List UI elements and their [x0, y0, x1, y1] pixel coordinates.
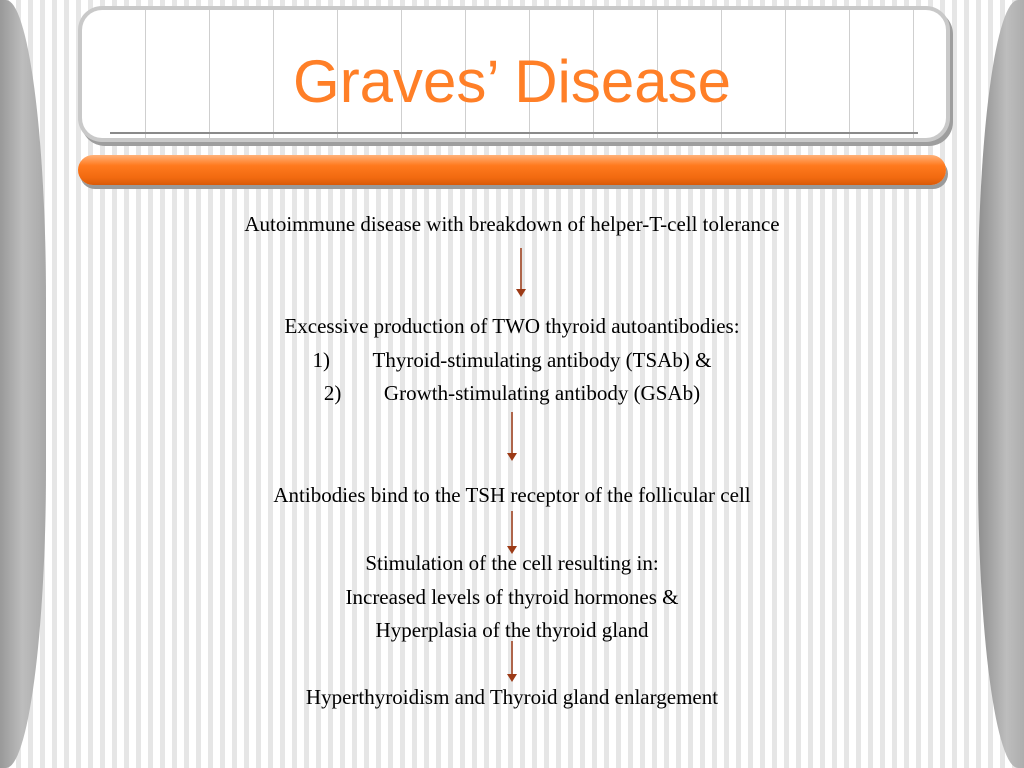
antibody-item-2-text: Growth-stimulating antibody (GSAb): [383, 381, 701, 405]
step-autoimmune: Autoimmune disease with breakdown of helper-T-cell tolerance: [244, 212, 780, 236]
step-tsh-binding: Antibodies bind to the TSH receptor of the follicular cell: [273, 483, 751, 507]
antibody-item-2: [0, 380, 1024, 406]
antibody-item-1-number: 1): [312, 348, 331, 372]
antibody-item-1: [0, 347, 1024, 373]
arrow-down-3: [504, 511, 520, 555]
step-stimulation-line-1: Increased levels of thyroid hormones &: [345, 585, 679, 609]
arrow-down-1: [513, 248, 529, 298]
antibody-item-2-number: 2): [323, 381, 342, 405]
step-hyperthyroidism: Hyperthyroidism and Thyroid gland enlargement: [305, 685, 719, 709]
antibody-item-1-text: Thyroid-stimulating antibody (TSAb) &: [372, 348, 712, 372]
arrow-down-2: [504, 412, 520, 462]
step-stimulation-line-2: Hyperplasia of the thyroid gland: [375, 618, 649, 642]
step-stimulation-heading: Stimulation of the cell resulting in:: [365, 551, 659, 575]
slide-title: Graves’ Disease: [293, 48, 731, 115]
arrow-down-4: [504, 641, 520, 683]
step-autoantibodies-heading: Excessive production of TWO thyroid autoantibodies:: [284, 314, 740, 338]
